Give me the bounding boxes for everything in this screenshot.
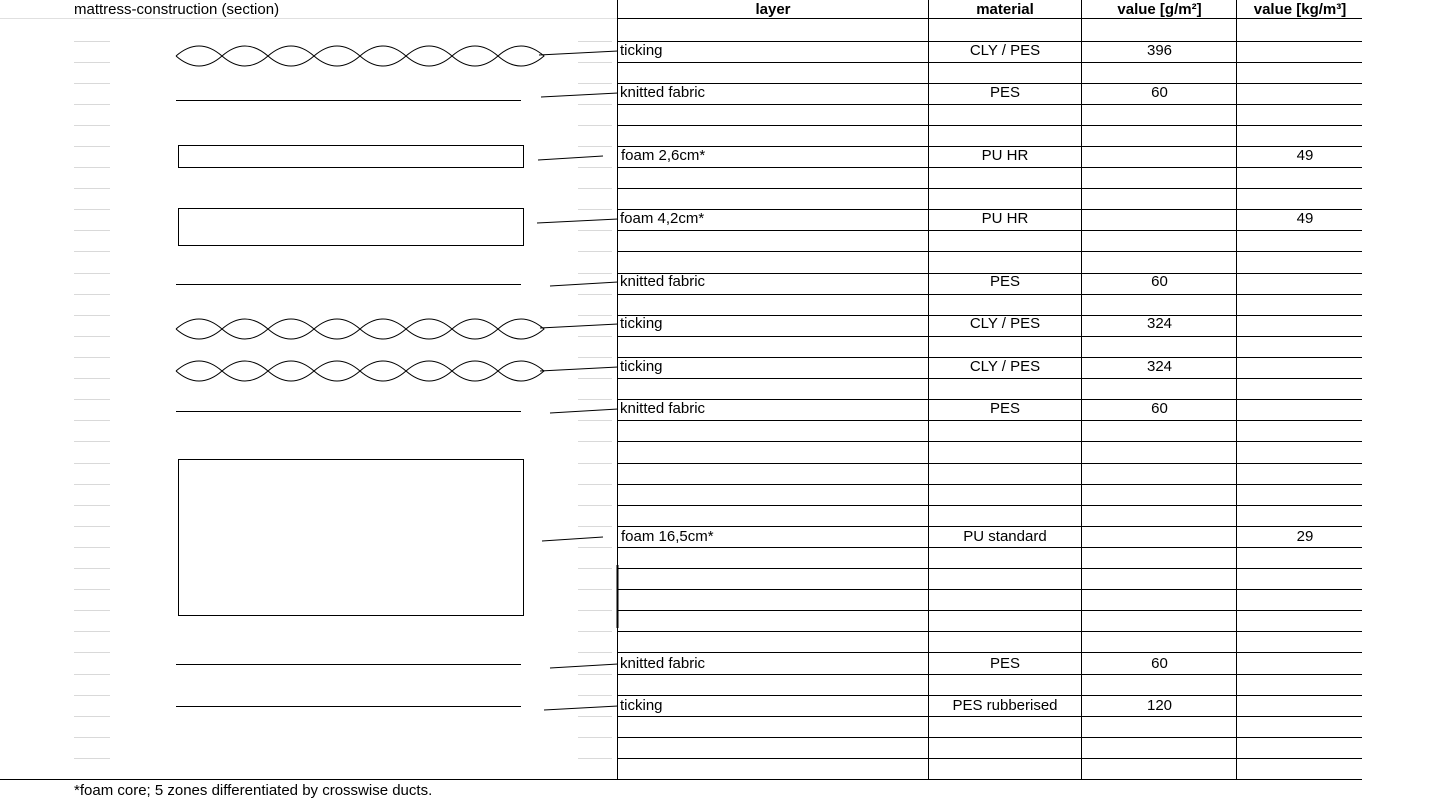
leader-line [540, 324, 618, 328]
header-value-gm2: value [g/m²] [1117, 1, 1202, 18]
material-cell: PES [989, 84, 1020, 101]
layer-cell: foam 4,2cm* [620, 210, 705, 227]
value-gm2-cell: 60 [1151, 400, 1168, 417]
value-kgm3-cell: 49 [1296, 147, 1314, 164]
layer-cell: ticking [620, 358, 663, 375]
leader-line [544, 706, 618, 710]
layer-cell: ticking [620, 315, 663, 332]
leader-line [540, 367, 618, 371]
layer-cell: knitted fabric [620, 655, 706, 672]
layer-cell: foam 16,5cm* [621, 528, 714, 545]
material-cell: CLY / PES [969, 42, 1041, 59]
layer-cell: ticking [620, 42, 663, 59]
ticking-wave-icon [176, 361, 544, 381]
value-gm2-cell: 60 [1151, 273, 1168, 290]
header-layer: layer [755, 1, 791, 18]
header-value-kgm3: value [kg/m³] [1253, 1, 1347, 18]
ticking-wave-icon [176, 319, 544, 339]
leader-line [538, 156, 603, 160]
leader-line [550, 409, 618, 413]
value-gm2-cell: 60 [1151, 84, 1168, 101]
foam-block-icon [179, 460, 524, 616]
material-cell: PES [989, 273, 1020, 290]
value-gm2-cell: 324 [1146, 358, 1173, 375]
material-cell: CLY / PES [969, 315, 1041, 332]
leader-line [550, 282, 618, 286]
leader-line [541, 93, 618, 97]
value-gm2-cell: 324 [1146, 315, 1173, 332]
leader-line [539, 51, 618, 55]
leader-line [542, 537, 603, 541]
foam-block-icon [179, 209, 524, 246]
ticking-wave-icon [176, 46, 544, 66]
material-cell: PES [989, 655, 1020, 672]
leader-line [550, 664, 618, 668]
material-cell: PU HR [981, 147, 1029, 164]
material-cell: PU HR [981, 210, 1029, 227]
value-gm2-cell: 60 [1151, 655, 1168, 672]
value-kgm3-cell: 29 [1296, 528, 1314, 545]
footnote: *foam core; 5 zones differentiated by crosswise ducts. [74, 782, 433, 799]
value-gm2-cell: 120 [1146, 697, 1173, 714]
material-cell: PU standard [963, 528, 1047, 545]
material-cell: CLY / PES [969, 358, 1041, 375]
layer-cell: knitted fabric [620, 400, 706, 417]
header-material: material [976, 1, 1034, 18]
value-gm2-cell: 396 [1146, 42, 1173, 59]
leader-line [537, 219, 618, 223]
layer-cell: knitted fabric [620, 84, 706, 101]
foam-block-icon [179, 146, 524, 168]
layer-cell: ticking [620, 697, 663, 714]
page-title: mattress-construction (section) [74, 1, 280, 18]
material-cell: PES rubberised [952, 697, 1058, 714]
layer-cell: knitted fabric [620, 273, 706, 290]
layer-cell: foam 2,6cm* [621, 147, 706, 164]
value-kgm3-cell: 49 [1296, 210, 1314, 227]
material-cell: PES [989, 400, 1020, 417]
